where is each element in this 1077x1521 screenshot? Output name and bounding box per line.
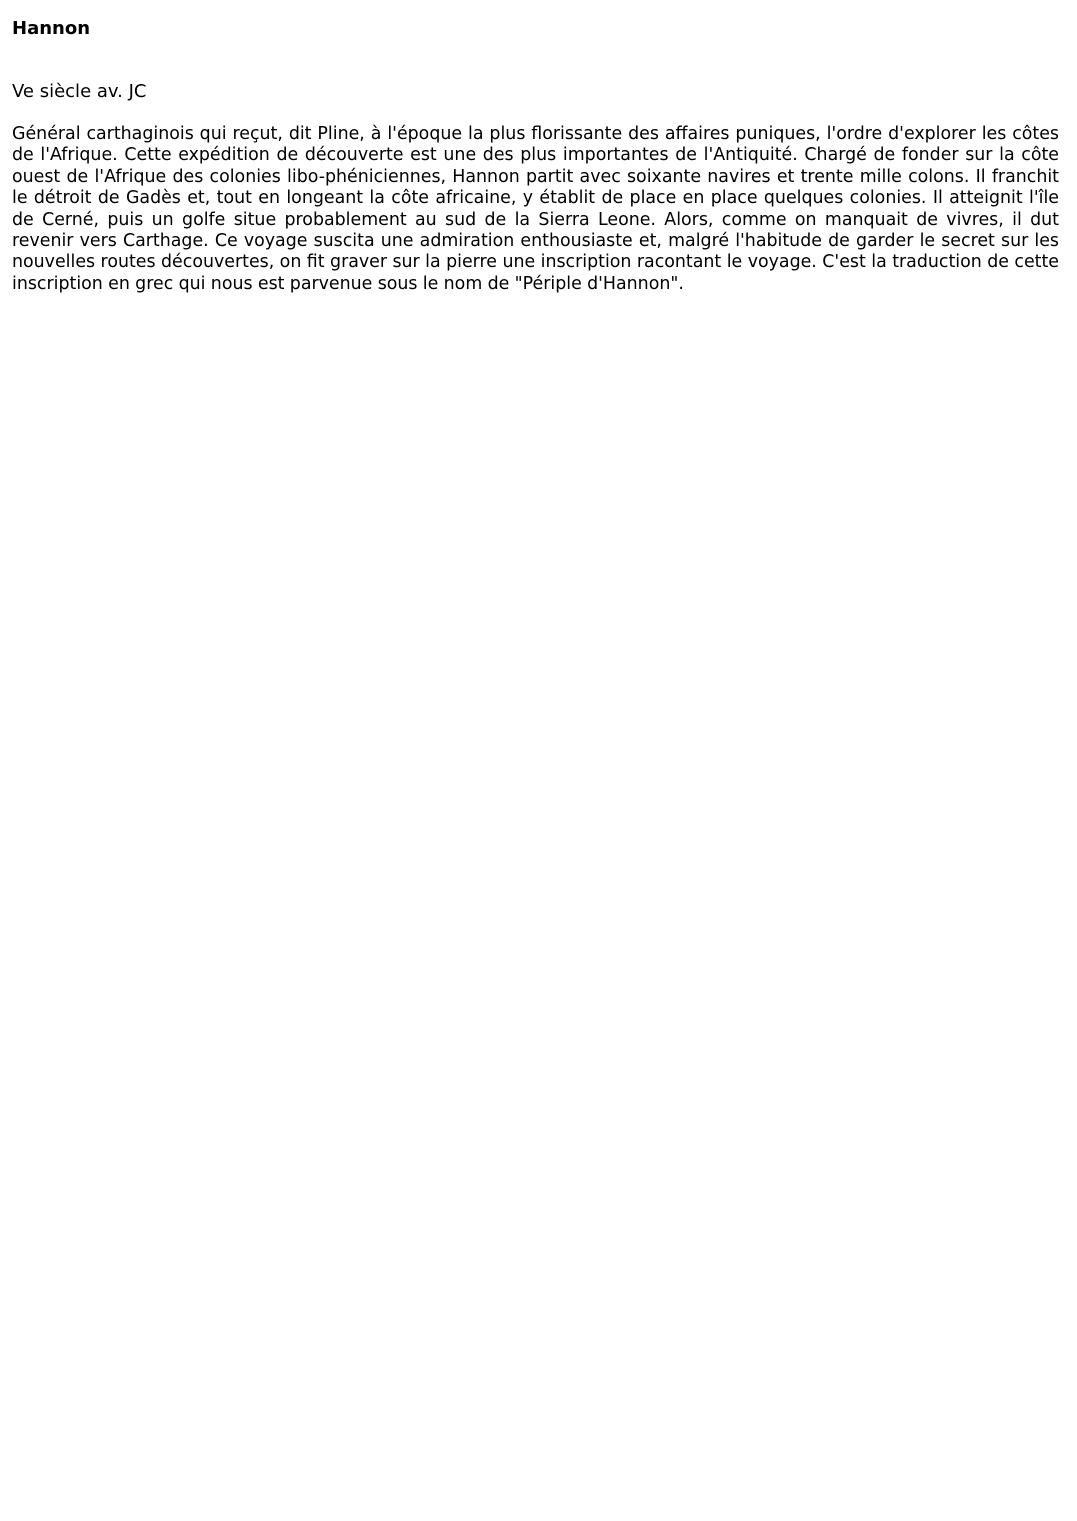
period-subtitle: Ve siècle av. JC — [12, 81, 147, 102]
body-paragraph: Général carthaginois qui reçut, dit Pline, à l'époque la plus florissante des affaires puniques, l'ordre d'explorer les côtes de l'Afrique. Cette expédition de découverte est une des plus importantes de l'Antiquité. Chargé de fonder sur la côte ouest de l'Afrique des colonies libo-phéniciennes, Hannon partit avec soixante navires et trente mille colons. Il franchit le détroit de Gadès et, tout en longeant la côte africaine, y établit de place en place quelques colonies. Il atteignit l'île de Cerné, puis un golfe situe probablement au sud de la Sierra Leone. Alors, comme on manquait de vivres, il dut revenir vers Carthage. Ce voyage suscita une admiration enthousiaste et, malgré l'habitude de garder le secret sur les nouvelles routes découvertes, on fit graver sur la pierre une inscription racontant le voyage. C'est la traduction de cette inscription en grec qui nous est parvenue sous le nom de "Périple d'Hannon". — [12, 124, 1059, 294]
page-title: Hannon — [12, 18, 91, 39]
